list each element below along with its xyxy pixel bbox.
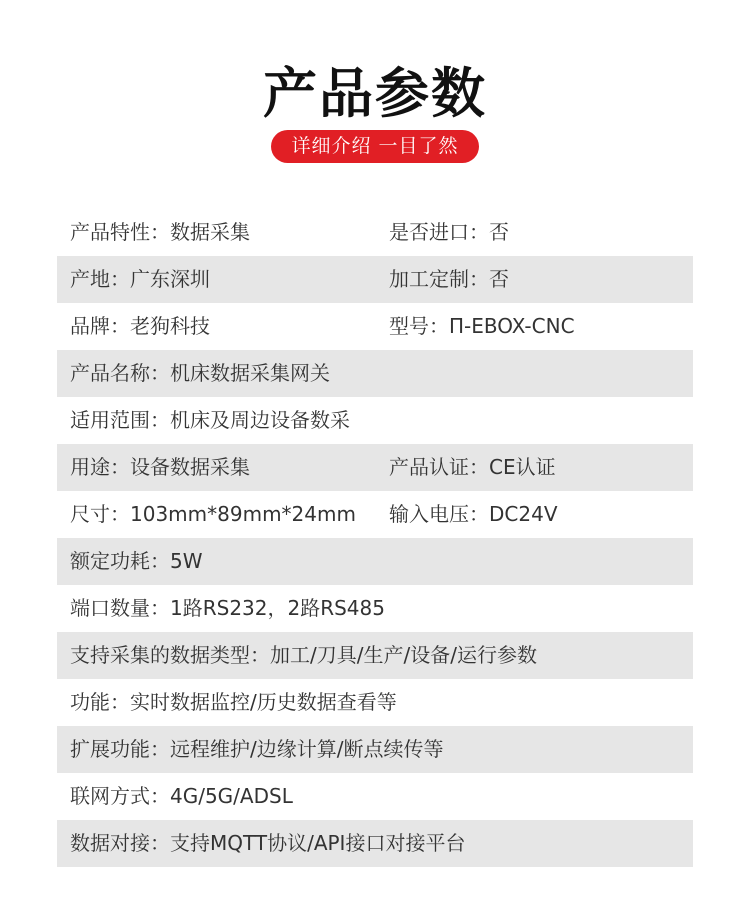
spec-left: 尺寸：103mm*89mm*24mm xyxy=(70,502,356,526)
spec-left: 支持采集的数据类型：加工/刀具/生产/设备/运行参数 xyxy=(70,643,537,667)
spec-left: 适用范围：机床及周边设备数采 xyxy=(70,408,350,432)
spec-left: 产品特性：数据采集 xyxy=(70,220,250,244)
spec-left: 数据对接：支持MQTT协议/API接口对接平台 xyxy=(70,831,466,855)
spec-row xyxy=(57,726,693,773)
spec-right: 型号：П-EBOX-CNC xyxy=(389,314,575,338)
page-title: 产品参数 xyxy=(263,62,487,125)
spec-row xyxy=(57,538,693,585)
spec-left: 端口数量：1路RS232，2路RS485 xyxy=(70,596,385,620)
spec-left: 产品名称：机床数据采集网关 xyxy=(70,361,330,385)
spec-row xyxy=(57,491,693,538)
spec-row xyxy=(57,209,693,256)
spec-row xyxy=(57,256,693,303)
spec-row xyxy=(57,303,693,350)
subtitle-badge: 详细介绍 一目了然 xyxy=(271,130,478,163)
spec-row xyxy=(57,820,693,867)
spec-row xyxy=(57,585,693,632)
spec-left: 用途：设备数据采集 xyxy=(70,455,250,479)
spec-row xyxy=(57,773,693,820)
spec-row xyxy=(57,632,693,679)
spec-left: 额定功耗：5W xyxy=(70,549,203,573)
spec-table xyxy=(57,209,693,867)
spec-left: 扩展功能：远程维护/边缘计算/断点续传等 xyxy=(70,737,444,761)
spec-left: 产地：广东深圳 xyxy=(70,267,210,291)
spec-left: 功能：实时数据监控/历史数据查看等 xyxy=(70,690,397,714)
spec-right: 是否进口：否 xyxy=(389,220,509,244)
spec-right: 输入电压：DC24V xyxy=(389,502,558,526)
spec-row xyxy=(57,397,693,444)
spec-row xyxy=(57,350,693,397)
spec-left: 联网方式：4G/5G/ADSL xyxy=(70,784,293,808)
spec-left: 品牌：老狗科技 xyxy=(70,314,210,338)
spec-right: 产品认证：CE认证 xyxy=(389,455,556,479)
subtitle-container xyxy=(0,130,750,163)
spec-row xyxy=(57,444,693,491)
spec-row xyxy=(57,679,693,726)
spec-right: 加工定制：否 xyxy=(389,267,509,291)
